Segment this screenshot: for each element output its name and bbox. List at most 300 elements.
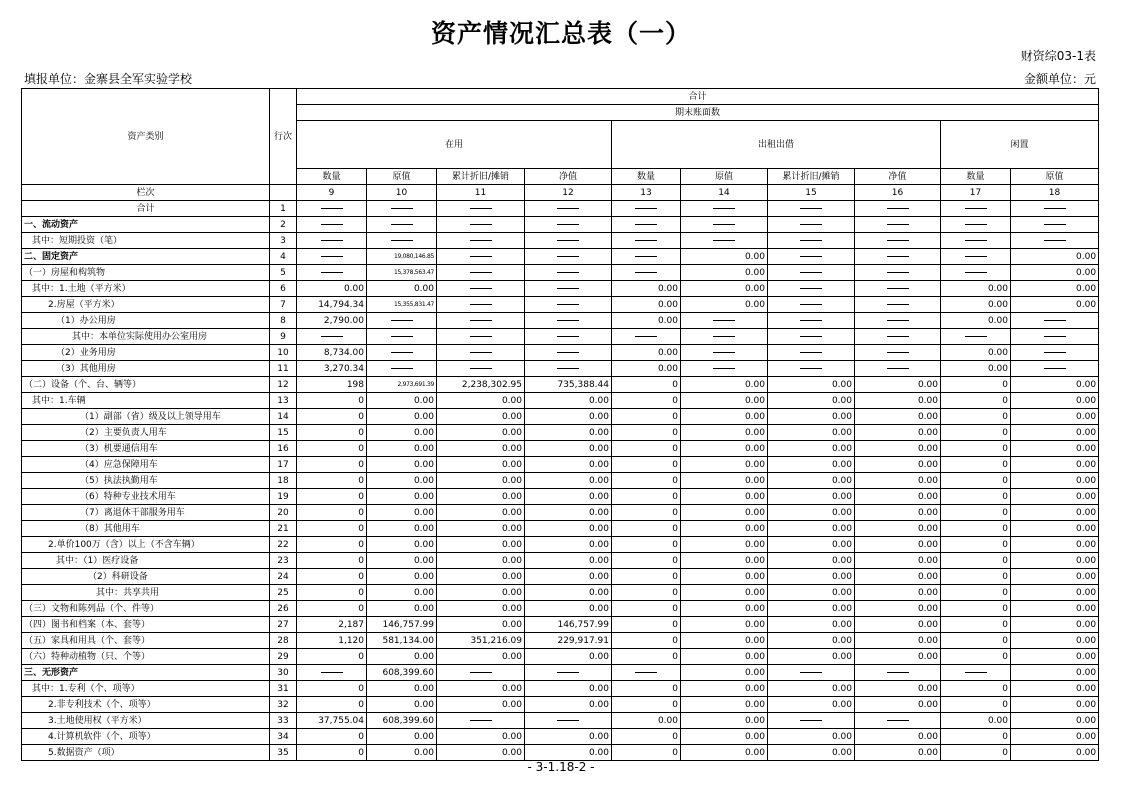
dash-mark — [321, 672, 343, 673]
dash-mark — [470, 304, 492, 305]
row-number: 22 — [270, 537, 297, 553]
header-period-end: 期末账面数 — [297, 105, 1099, 121]
dash-mark — [470, 336, 492, 337]
column-number: 16 — [855, 185, 941, 201]
value-cell: 0.00 — [525, 569, 612, 585]
dash-mark — [391, 352, 413, 353]
value-cell: 0.00 — [437, 649, 525, 665]
asset-category-label: （2）科研设备 — [22, 569, 270, 585]
dash-cell — [768, 345, 855, 361]
dash-mark — [887, 288, 909, 289]
value-cell: 0.00 — [855, 377, 941, 393]
column-header: 累计折旧/摊销 — [437, 169, 525, 185]
dash-cell — [768, 713, 855, 729]
dash-cell — [768, 297, 855, 313]
header-idle: 闲置 — [941, 121, 1099, 169]
value-cell: 0 — [612, 441, 681, 457]
dash-mark — [470, 272, 492, 273]
row-number: 8 — [270, 313, 297, 329]
value-cell: 0.00 — [681, 585, 768, 601]
value-cell: 0.00 — [681, 665, 768, 681]
value-cell: 0.00 — [437, 681, 525, 697]
value-cell: 0.00 — [1011, 377, 1099, 393]
value-cell: 0.00 — [681, 393, 768, 409]
dash-mark — [321, 336, 343, 337]
value-cell: 0 — [297, 457, 367, 473]
dash-mark — [1044, 208, 1066, 209]
value-cell: 0.00 — [681, 649, 768, 665]
value-cell: 0.00 — [525, 553, 612, 569]
value-cell: 0 — [941, 697, 1011, 713]
page-footer: - 3-1.18-2 - — [527, 760, 595, 774]
value-cell: 0.00 — [1011, 473, 1099, 489]
dash-cell — [768, 249, 855, 265]
value-cell: 0.00 — [681, 553, 768, 569]
dash-cell — [525, 329, 612, 345]
value-cell: 0.00 — [367, 649, 437, 665]
dash-mark — [887, 320, 909, 321]
value-cell: 0 — [297, 425, 367, 441]
value-cell: 0.00 — [1011, 425, 1099, 441]
dash-cell — [768, 217, 855, 233]
asset-category-label: 一、流动资产 — [22, 217, 270, 233]
value-cell: 0.00 — [1011, 457, 1099, 473]
value-cell: 0.00 — [681, 601, 768, 617]
dash-cell — [768, 329, 855, 345]
table-row — [22, 409, 1099, 425]
value-cell: 0 — [612, 505, 681, 521]
value-cell: 0.00 — [437, 729, 525, 745]
value-cell: 0.00 — [1011, 649, 1099, 665]
value-cell: 0.00 — [525, 537, 612, 553]
dash-mark — [965, 240, 987, 241]
dash-mark — [391, 368, 413, 369]
dash-cell — [612, 665, 681, 681]
dash-mark — [321, 224, 343, 225]
table-row — [22, 281, 1099, 297]
value-cell: 0.00 — [768, 441, 855, 457]
table-row — [22, 585, 1099, 601]
dash-cell — [681, 345, 768, 361]
dash-mark — [965, 256, 987, 257]
value-cell: 0.00 — [437, 505, 525, 521]
row-number: 7 — [270, 297, 297, 313]
value-cell: 0 — [612, 409, 681, 425]
value-cell: 0.00 — [437, 617, 525, 633]
dash-cell — [367, 201, 437, 217]
dash-mark — [557, 672, 579, 673]
value-cell: 0.00 — [612, 345, 681, 361]
value-cell: 0.00 — [525, 681, 612, 697]
value-cell: 0.00 — [525, 489, 612, 505]
value-cell: 0 — [612, 569, 681, 585]
value-cell: 0.00 — [855, 553, 941, 569]
asset-category-label: 其中：1.专利（个、项等） — [22, 681, 270, 697]
dash-cell — [855, 201, 941, 217]
row-number: 11 — [270, 361, 297, 377]
dash-cell — [941, 217, 1011, 233]
value-cell: 0.00 — [525, 425, 612, 441]
value-cell: 19,080,146.85 — [367, 249, 437, 265]
dash-cell — [525, 345, 612, 361]
value-cell: 2,187 — [297, 617, 367, 633]
table-row — [22, 489, 1099, 505]
value-cell: 0.00 — [367, 585, 437, 601]
table-row — [22, 249, 1099, 265]
value-cell: 0.00 — [855, 729, 941, 745]
value-cell: 0.00 — [855, 537, 941, 553]
dash-cell — [1011, 217, 1099, 233]
dash-mark — [391, 240, 413, 241]
value-cell: 0.00 — [681, 569, 768, 585]
asset-category-label: 其中：共享共用 — [22, 585, 270, 601]
value-cell: 0 — [297, 473, 367, 489]
row-number: 1 — [270, 201, 297, 217]
value-cell: 0.00 — [681, 457, 768, 473]
value-cell: 0.00 — [681, 537, 768, 553]
value-cell: 0.00 — [768, 569, 855, 585]
value-cell: 0 — [941, 729, 1011, 745]
value-cell: 0.00 — [681, 521, 768, 537]
value-cell: 0 — [612, 521, 681, 537]
value-cell: 0 — [297, 409, 367, 425]
asset-summary-table — [21, 88, 1099, 761]
dash-mark — [391, 224, 413, 225]
value-cell: 0.00 — [525, 457, 612, 473]
dash-cell — [437, 361, 525, 377]
dash-cell — [855, 713, 941, 729]
value-cell: 0.00 — [681, 441, 768, 457]
dash-cell — [768, 201, 855, 217]
dash-cell — [855, 345, 941, 361]
dash-mark — [887, 368, 909, 369]
dash-mark — [557, 208, 579, 209]
value-cell: 0.00 — [855, 697, 941, 713]
row-number: 29 — [270, 649, 297, 665]
value-cell: 0.00 — [855, 505, 941, 521]
value-cell: 0.00 — [367, 425, 437, 441]
value-cell: 0.00 — [768, 489, 855, 505]
row-number: 12 — [270, 377, 297, 393]
value-cell: 0.00 — [367, 553, 437, 569]
dash-mark — [1044, 336, 1066, 337]
dash-cell — [612, 233, 681, 249]
dash-mark — [965, 224, 987, 225]
table-row — [22, 537, 1099, 553]
value-cell: 0.00 — [525, 441, 612, 457]
column-header: 累计折旧/摊销 — [768, 169, 855, 185]
value-cell: 198 — [297, 377, 367, 393]
column-header: 原值 — [367, 169, 437, 185]
asset-category-label: （4）应急保障用车 — [22, 457, 270, 473]
dash-cell — [941, 265, 1011, 281]
value-cell: 0 — [612, 601, 681, 617]
dash-mark — [887, 672, 909, 673]
value-cell: 0.00 — [855, 585, 941, 601]
value-cell: 0.00 — [768, 697, 855, 713]
table-row — [22, 377, 1099, 393]
value-cell: 0.00 — [855, 601, 941, 617]
dash-mark — [470, 352, 492, 353]
value-cell: 0.00 — [941, 313, 1011, 329]
table-row — [22, 665, 1099, 681]
dash-mark — [557, 368, 579, 369]
asset-category-label: 三、无形资产 — [22, 665, 270, 681]
asset-category-label: 其中：短期投资（笔） — [22, 233, 270, 249]
value-cell: 146,757.99 — [525, 617, 612, 633]
dash-mark — [635, 224, 657, 225]
asset-category-label: 5.数据资产（项） — [22, 745, 270, 761]
value-cell: 0.00 — [681, 681, 768, 697]
dash-cell — [768, 265, 855, 281]
value-cell: 0 — [941, 617, 1011, 633]
row-number: 9 — [270, 329, 297, 345]
dash-cell — [681, 217, 768, 233]
dash-cell — [297, 665, 367, 681]
value-cell: 0.00 — [367, 457, 437, 473]
dash-cell — [855, 361, 941, 377]
dash-cell — [1011, 233, 1099, 249]
value-cell: 0.00 — [437, 585, 525, 601]
table-row — [22, 425, 1099, 441]
value-cell: 0.00 — [525, 505, 612, 521]
dash-cell — [941, 249, 1011, 265]
dash-mark — [321, 256, 343, 257]
column-number: 11 — [437, 185, 525, 201]
column-header: 原值 — [1011, 169, 1099, 185]
value-cell: 0.00 — [367, 441, 437, 457]
column-header: 数量 — [297, 169, 367, 185]
asset-category-label: 其中：1.土地（平方米） — [22, 281, 270, 297]
dash-mark — [557, 352, 579, 353]
value-cell: 2,973,691.39 — [367, 377, 437, 393]
table-row — [22, 201, 1099, 217]
value-cell: 0 — [941, 537, 1011, 553]
value-cell: 0.00 — [855, 489, 941, 505]
dash-cell — [525, 233, 612, 249]
value-cell: 0.00 — [1011, 441, 1099, 457]
row-number: 17 — [270, 457, 297, 473]
dash-cell — [768, 281, 855, 297]
column-number: 9 — [297, 185, 367, 201]
value-cell: 0 — [941, 377, 1011, 393]
column-header: 净值 — [855, 169, 941, 185]
dash-cell — [525, 265, 612, 281]
table-row — [22, 297, 1099, 313]
column-header: 净值 — [525, 169, 612, 185]
dash-mark — [887, 240, 909, 241]
table-row — [22, 745, 1099, 761]
value-cell: 0.00 — [855, 409, 941, 425]
value-cell: 0 — [941, 473, 1011, 489]
value-cell: 0.00 — [681, 297, 768, 313]
asset-category-label: 其中：本单位实际使用办公室用房 — [22, 329, 270, 345]
value-cell: 0.00 — [525, 649, 612, 665]
row-number: 26 — [270, 601, 297, 617]
asset-category-label: （6）特种专业技术用车 — [22, 489, 270, 505]
dash-cell — [525, 281, 612, 297]
value-cell: 0.00 — [1011, 713, 1099, 729]
table-row — [22, 649, 1099, 665]
dash-cell — [855, 217, 941, 233]
value-cell: 0.00 — [1011, 297, 1099, 313]
dash-mark — [965, 272, 987, 273]
asset-category-label: 其中：1.车辆 — [22, 393, 270, 409]
value-cell: 0 — [941, 745, 1011, 761]
table-row — [22, 457, 1099, 473]
dash-cell — [367, 313, 437, 329]
dash-mark — [470, 672, 492, 673]
value-cell: 0.00 — [768, 377, 855, 393]
dash-cell — [437, 297, 525, 313]
value-cell: 0.00 — [681, 265, 768, 281]
value-cell: 0.00 — [1011, 585, 1099, 601]
dash-cell — [681, 313, 768, 329]
row-number: 33 — [270, 713, 297, 729]
value-cell: 0.00 — [681, 473, 768, 489]
dash-cell — [297, 217, 367, 233]
asset-category-label: （1）副部（省）级及以上领导用车 — [22, 409, 270, 425]
dash-cell — [941, 233, 1011, 249]
value-cell: 0.00 — [1011, 569, 1099, 585]
value-cell: 2,238,302.95 — [437, 377, 525, 393]
value-cell: 0 — [941, 601, 1011, 617]
row-number: 14 — [270, 409, 297, 425]
value-cell: 0 — [941, 505, 1011, 521]
dash-mark — [713, 336, 735, 337]
value-cell: 0.00 — [681, 745, 768, 761]
dash-cell — [612, 265, 681, 281]
value-cell: 0.00 — [681, 377, 768, 393]
dash-mark — [713, 240, 735, 241]
value-cell: 0 — [941, 393, 1011, 409]
value-cell: 735,388.44 — [525, 377, 612, 393]
asset-category-label: （2）业务用房 — [22, 345, 270, 361]
value-cell: 0.00 — [855, 425, 941, 441]
column-number: 13 — [612, 185, 681, 201]
value-cell: 37,755.04 — [297, 713, 367, 729]
value-cell: 0.00 — [681, 489, 768, 505]
table-row — [22, 361, 1099, 377]
value-cell: 0 — [941, 585, 1011, 601]
dash-cell — [681, 233, 768, 249]
dash-cell — [297, 265, 367, 281]
column-header: 原值 — [681, 169, 768, 185]
value-cell: 0.00 — [768, 681, 855, 697]
value-cell: 0 — [612, 473, 681, 489]
row-number: 32 — [270, 697, 297, 713]
asset-category-label: （2）主要负责人用车 — [22, 425, 270, 441]
dash-mark — [391, 320, 413, 321]
asset-category-label: （5）执法执勤用车 — [22, 473, 270, 489]
value-cell: 0.00 — [855, 473, 941, 489]
dash-cell — [1011, 329, 1099, 345]
dash-mark — [1044, 352, 1066, 353]
value-cell: 0.00 — [525, 473, 612, 489]
value-cell: 0 — [297, 553, 367, 569]
dash-mark — [557, 336, 579, 337]
dash-mark — [557, 224, 579, 225]
dash-mark — [713, 320, 735, 321]
value-cell: 0.00 — [941, 713, 1011, 729]
dash-cell — [941, 665, 1011, 681]
dash-mark — [557, 240, 579, 241]
asset-category-label: （三）文物和陈列品（个、件等） — [22, 601, 270, 617]
dash-mark — [470, 224, 492, 225]
value-cell: 0.00 — [437, 489, 525, 505]
dash-cell — [525, 217, 612, 233]
value-cell: 0.00 — [681, 713, 768, 729]
value-cell: 146,757.99 — [367, 617, 437, 633]
dash-cell — [941, 201, 1011, 217]
header-rent-lend: 出租出借 — [612, 121, 941, 169]
value-cell: 15,355,831.47 — [367, 297, 437, 313]
table-row — [22, 441, 1099, 457]
asset-category-label: （3）其他用房 — [22, 361, 270, 377]
dash-cell — [612, 329, 681, 345]
dash-mark — [470, 288, 492, 289]
dash-mark — [713, 224, 735, 225]
value-cell: 0.00 — [525, 585, 612, 601]
value-cell: 0.00 — [367, 745, 437, 761]
dash-mark — [800, 336, 822, 337]
value-cell: 0.00 — [1011, 537, 1099, 553]
dash-mark — [470, 208, 492, 209]
value-cell: 0 — [297, 537, 367, 553]
value-cell: 0.00 — [855, 441, 941, 457]
page-title: 资产情况汇总表（一） — [430, 19, 691, 48]
value-cell: 0.00 — [525, 729, 612, 745]
column-header: 数量 — [612, 169, 681, 185]
dash-mark — [800, 288, 822, 289]
value-cell: 0 — [941, 425, 1011, 441]
dash-mark — [800, 320, 822, 321]
table-row — [22, 569, 1099, 585]
form-code: 财资综03-1表 — [1020, 49, 1096, 63]
row-number: 15 — [270, 425, 297, 441]
value-cell: 0.00 — [1011, 601, 1099, 617]
value-cell: 0.00 — [367, 601, 437, 617]
header-row-no: 行次 — [270, 89, 297, 185]
dash-cell — [1011, 361, 1099, 377]
dash-cell — [1011, 313, 1099, 329]
dash-mark — [800, 368, 822, 369]
value-cell: 0 — [297, 569, 367, 585]
dash-mark — [470, 256, 492, 257]
value-cell: 2,790.00 — [297, 313, 367, 329]
value-cell: 0.00 — [367, 569, 437, 585]
value-cell: 0.00 — [437, 601, 525, 617]
row-number: 10 — [270, 345, 297, 361]
dash-cell — [681, 361, 768, 377]
value-cell: 0.00 — [612, 713, 681, 729]
value-cell: 0.00 — [855, 457, 941, 473]
value-cell: 0 — [941, 569, 1011, 585]
value-cell: 0.00 — [768, 393, 855, 409]
dash-cell — [367, 345, 437, 361]
row-number: 21 — [270, 521, 297, 537]
dash-cell — [768, 665, 855, 681]
value-cell: 0.00 — [367, 473, 437, 489]
table-row — [22, 345, 1099, 361]
dash-mark — [635, 672, 657, 673]
value-cell: 0.00 — [855, 569, 941, 585]
value-cell: 0.00 — [768, 601, 855, 617]
value-cell: 0 — [612, 697, 681, 713]
value-cell: 0 — [612, 393, 681, 409]
dash-mark — [800, 304, 822, 305]
value-cell: 0.00 — [437, 537, 525, 553]
